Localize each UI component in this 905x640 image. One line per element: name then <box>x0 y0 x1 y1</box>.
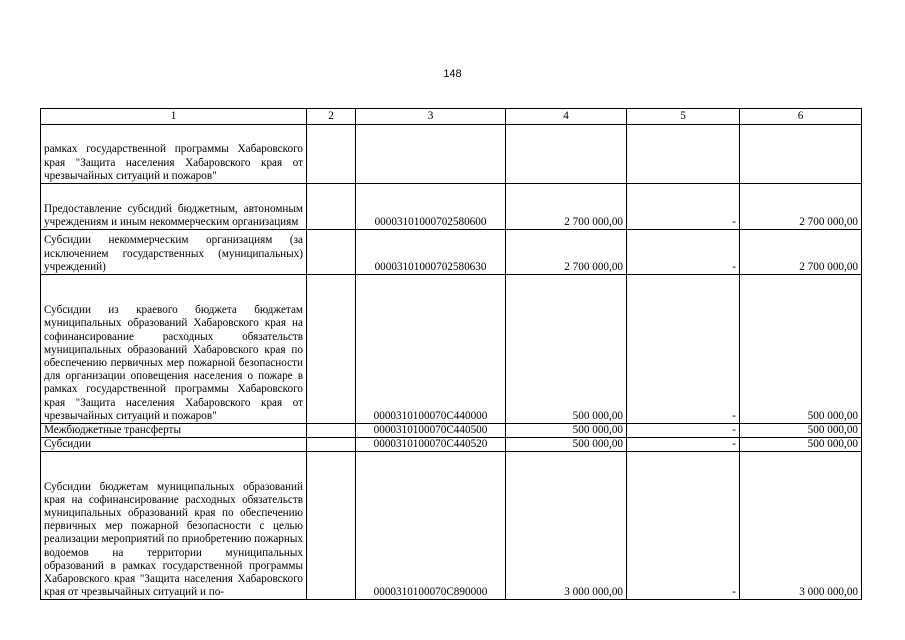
row-code: 0000310100070С440500 <box>356 424 506 438</box>
row-executed: - <box>627 452 740 600</box>
row-plan <box>506 125 627 184</box>
row-total: 500 000,00 <box>740 424 862 438</box>
column-header-4: 4 <box>506 109 627 125</box>
row-col2 <box>307 438 356 452</box>
row-code: 0000310100070С440520 <box>356 438 506 452</box>
row-col2 <box>307 230 356 275</box>
column-header-3: 3 <box>356 109 506 125</box>
table-row <box>41 438 862 452</box>
row-executed <box>627 125 740 184</box>
row-name: Субсидии из краевого бюджета бюджетам муниципальных образований Хабаровского края на софинансирование расходных обязательств муниципальных образований Хабаровского края по обеспечению первичных мер пожарной безопасности для организации оповещения населения о пожаре в рамках государственной программы Хабаровского края "Защита населения Хабаровского края от чрезвычайных ситуаций и пожаров" <box>41 275 307 424</box>
row-col2 <box>307 125 356 184</box>
row-plan: 2 700 000,00 <box>506 184 627 230</box>
row-name: Субсидии некоммерческим организациям (за исключением государственных (муниципальных) учреждений) <box>41 230 307 275</box>
column-header-2: 2 <box>307 109 356 125</box>
table-header-row <box>41 109 862 125</box>
table-row <box>41 230 862 275</box>
row-total: 3 000 000,00 <box>740 452 862 600</box>
row-name: Субсидии бюджетам муниципальных образований края на софинансирование расходных обязательств муниципальных образований края по обеспечению первичных мер пожарной безопасности с целью реализации мероприятий по приобретению пожарных водоемов на территории муниципальных образований в рамках государственной программы Хабаровского края "Защита населения Хабаровского края от чрезвычайных ситуаций и по- <box>41 452 307 600</box>
row-code: 0000310100070С890000 <box>356 452 506 600</box>
row-code <box>356 125 506 184</box>
row-executed: - <box>627 230 740 275</box>
row-name: Предоставление субсидий бюджетным, автономным учреждениям и иным некоммерческим организациям <box>41 184 307 230</box>
row-executed: - <box>627 184 740 230</box>
row-plan: 3 000 000,00 <box>506 452 627 600</box>
column-header-1: 1 <box>41 109 307 125</box>
row-col2 <box>307 184 356 230</box>
table-row <box>41 125 862 184</box>
page-number: 148 <box>443 68 462 80</box>
column-header-6: 6 <box>740 109 862 125</box>
table-row <box>41 275 862 424</box>
row-col2 <box>307 452 356 600</box>
row-plan: 500 000,00 <box>506 424 627 438</box>
row-plan: 2 700 000,00 <box>506 230 627 275</box>
row-col2 <box>307 275 356 424</box>
column-header-5: 5 <box>627 109 740 125</box>
row-executed: - <box>627 424 740 438</box>
row-code: 00003101000702580630 <box>356 230 506 275</box>
row-code: 00003101000702580600 <box>356 184 506 230</box>
row-code: 0000310100070С440000 <box>356 275 506 424</box>
row-total <box>740 125 862 184</box>
row-total: 500 000,00 <box>740 275 862 424</box>
row-plan: 500 000,00 <box>506 438 627 452</box>
row-col2 <box>307 424 356 438</box>
row-name: рамках государственной программы Хабаровского края "Защита населения Хабаровского края от чрезвычайных ситуаций и пожаров" <box>41 125 307 184</box>
row-executed: - <box>627 438 740 452</box>
row-executed: - <box>627 275 740 424</box>
table-row <box>41 452 862 600</box>
table-row <box>41 184 862 230</box>
budget-table <box>40 108 862 600</box>
row-total: 2 700 000,00 <box>740 230 862 275</box>
table-row <box>41 424 862 438</box>
row-total: 500 000,00 <box>740 438 862 452</box>
row-total: 2 700 000,00 <box>740 184 862 230</box>
row-plan: 500 000,00 <box>506 275 627 424</box>
row-name: Межбюджетные трансферты <box>41 424 307 438</box>
row-name: Субсидии <box>41 438 307 452</box>
